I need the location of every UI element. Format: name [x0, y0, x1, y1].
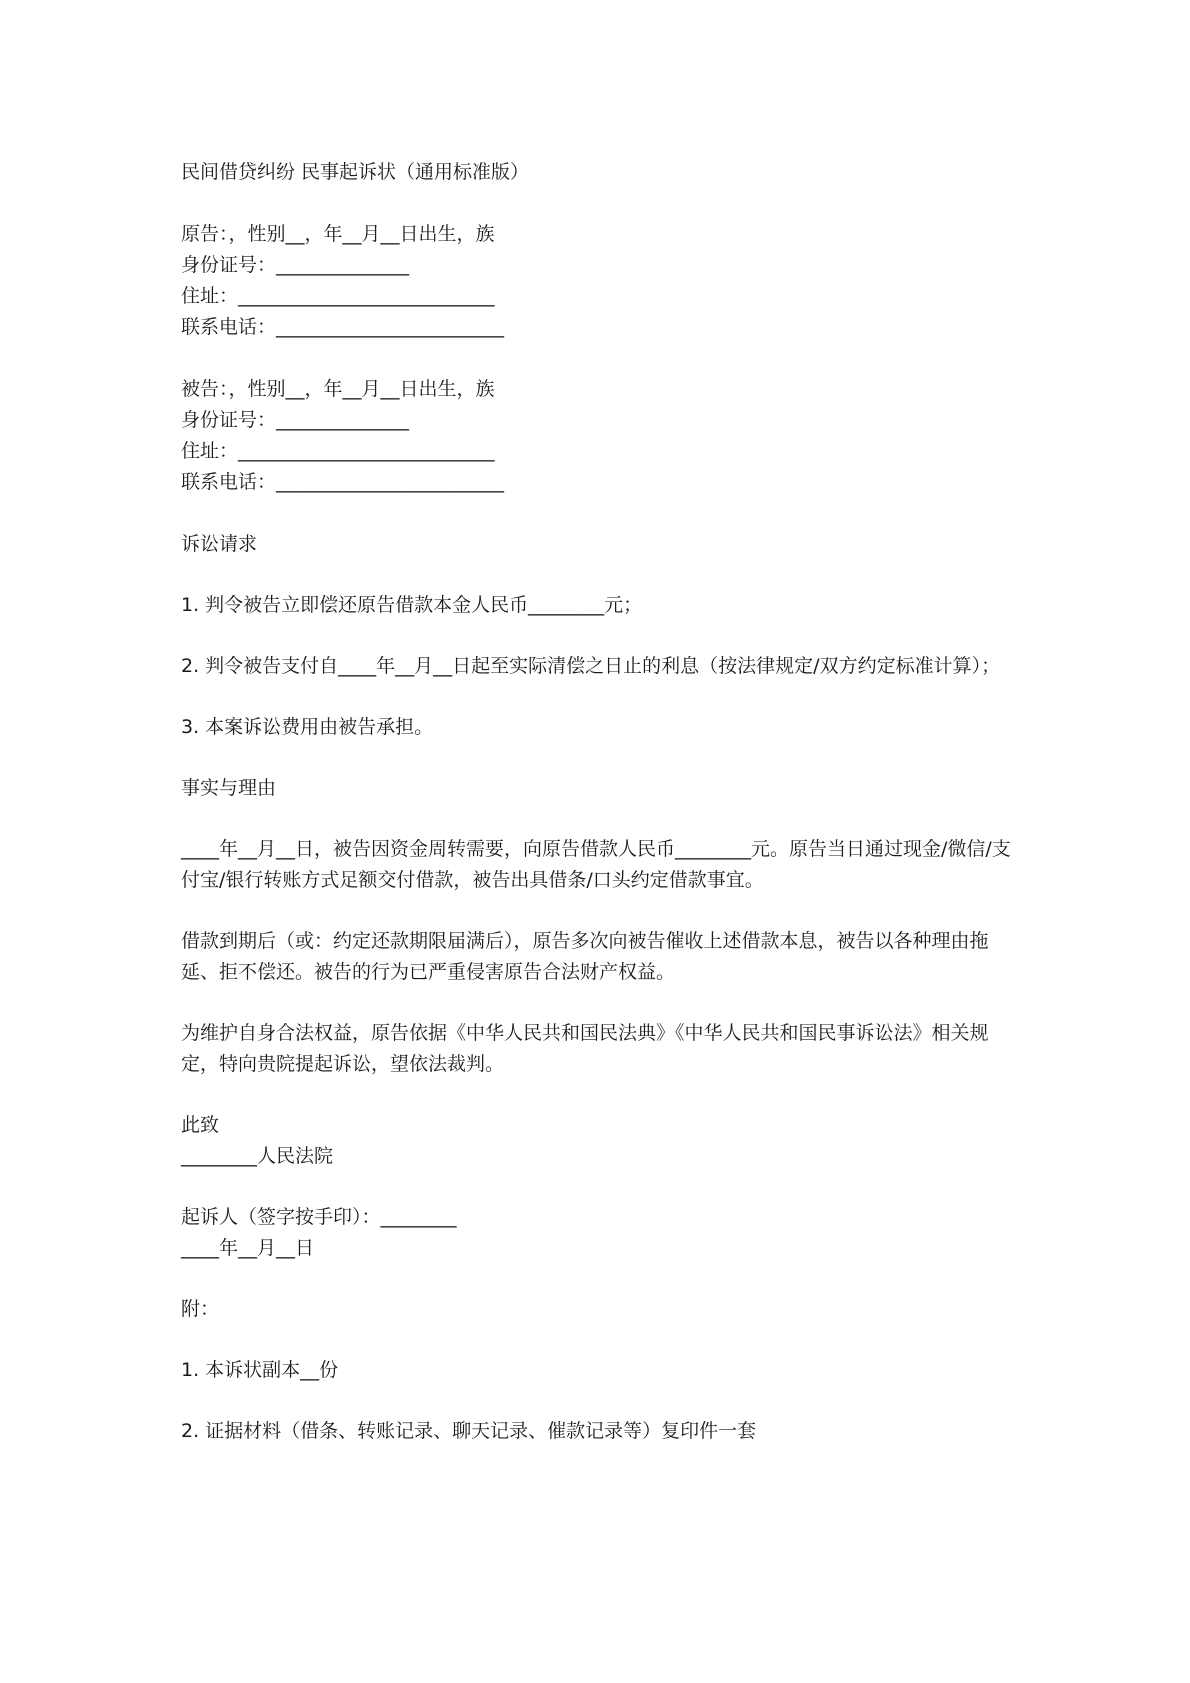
facts-heading: 事实与理由	[181, 777, 277, 799]
date-line: ____年__月__日	[181, 1237, 315, 1259]
attachment-item: 2. 证据材料（借条、转账记录、聊天记录、催款记录等）复印件一套	[181, 1420, 757, 1442]
plaintiff-address: 住址：___________________________	[181, 285, 495, 307]
plaintiff-info: 原告：，性别__，年__月__日出生，族	[181, 223, 495, 245]
defendant-info: 被告：，性别__，年__月__日出生，族	[181, 378, 495, 400]
court-name: ________人民法院	[181, 1145, 334, 1167]
facts-paragraph: 为维护自身合法权益，原告依据《中华人民共和国民法典》《中华人民共和国民事诉讼法》相关规定，特向贵院提起诉讼，望依法裁判。	[181, 1022, 989, 1075]
plaintiff-id-number: 身份证号：______________	[181, 254, 410, 276]
claim-item: 1. 判令被告立即偿还原告借款本金人民币________元；	[181, 594, 643, 616]
attachment-item: 1. 本诉状副本__份	[181, 1359, 339, 1381]
facts-paragraph: ____年__月__日，被告因资金周转需要，向原告借款人民币________元。原告当日通过现金/微信/支付宝/银行转账方式足额交付借款，被告出具借条/口头约定借款事宜。	[181, 838, 1011, 891]
claim-item: 3. 本案诉讼费用由被告承担。	[181, 716, 434, 738]
defendant-phone: 联系电话：________________________	[181, 471, 505, 493]
signature-line: 起诉人（签字按手印）：________	[181, 1206, 457, 1228]
claim-item: 2. 判令被告支付自____年__月__日起至实际清偿之日止的利息（按法律规定/双方约定标准计算）；	[181, 655, 1001, 677]
document-title: 民间借贷纠纷 民事起诉状（通用标准版）	[181, 161, 530, 183]
claims-heading: 诉讼请求	[181, 533, 258, 555]
plaintiff-phone: 联系电话：________________________	[181, 316, 505, 338]
attachments-heading: 附：	[181, 1298, 220, 1320]
plaintiff-block	[181, 219, 1011, 343]
defendant-id-number: 身份证号：______________	[181, 409, 410, 431]
closing-block	[181, 1110, 1011, 1264]
defendant-address: 住址：___________________________	[181, 440, 495, 462]
defendant-block	[181, 374, 1011, 498]
facts-paragraph: 借款到期后（或：约定还款期限届满后），原告多次向被告催收上述借款本息，被告以各种理由拖延、拒不偿还。被告的行为已严重侵害原告合法财产权益。	[181, 930, 989, 983]
document-page	[181, 157, 1011, 1447]
salutation: 此致	[181, 1114, 220, 1136]
